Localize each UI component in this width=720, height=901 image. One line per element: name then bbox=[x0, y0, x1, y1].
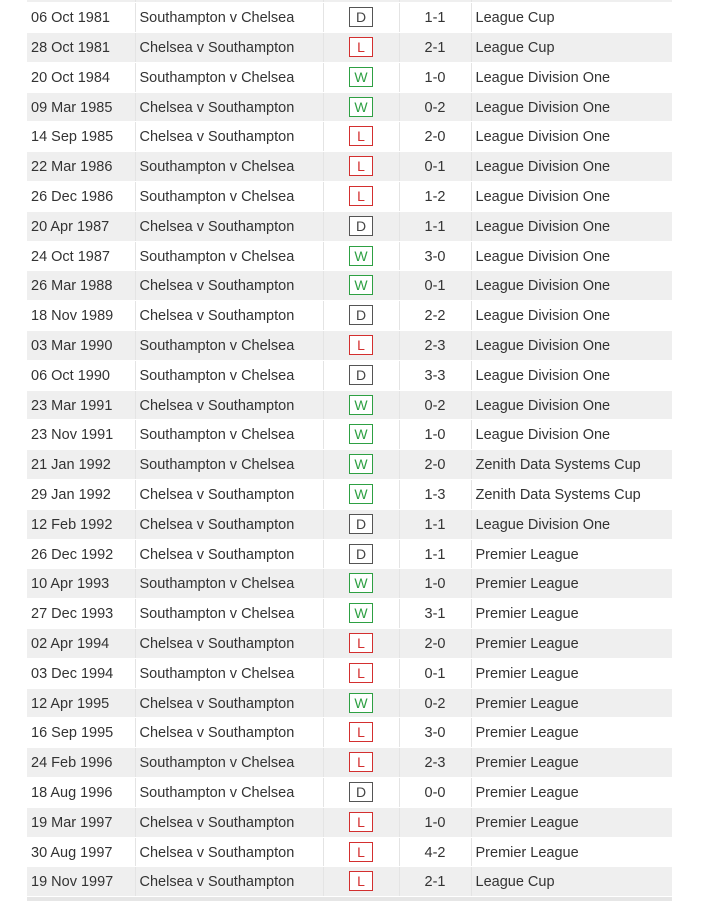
match-competition: League Cup bbox=[471, 3, 672, 33]
match-fixture: Southampton v Chelsea bbox=[135, 62, 323, 92]
table-row bbox=[27, 3, 672, 33]
match-score: 4-2 bbox=[399, 837, 471, 867]
match-result-cell bbox=[323, 539, 399, 569]
match-date: 12 Apr 1995 bbox=[27, 688, 135, 718]
match-date: 23 Nov 1991 bbox=[27, 420, 135, 450]
match-competition: Premier League bbox=[471, 688, 672, 718]
match-competition: Premier League bbox=[471, 629, 672, 659]
match-competition: League Division One bbox=[471, 271, 672, 301]
match-date: 02 Apr 1994 bbox=[27, 629, 135, 659]
match-fixture: Chelsea v Southampton bbox=[135, 867, 323, 897]
match-fixture: Southampton v Chelsea bbox=[135, 420, 323, 450]
match-competition: League Division One bbox=[471, 122, 672, 152]
match-fixture: Southampton v Chelsea bbox=[135, 331, 323, 361]
match-fixture: Chelsea v Southampton bbox=[135, 718, 323, 748]
match-date: 21 Jan 1992 bbox=[27, 450, 135, 480]
match-competition: League Division One bbox=[471, 241, 672, 271]
table-row bbox=[27, 539, 672, 569]
table-row bbox=[27, 241, 672, 271]
match-result-cell bbox=[323, 748, 399, 778]
match-score: 1-0 bbox=[399, 569, 471, 599]
match-date: 24 Oct 1987 bbox=[27, 241, 135, 271]
match-date: 16 Sep 1995 bbox=[27, 718, 135, 748]
match-date: 18 Aug 1996 bbox=[27, 778, 135, 808]
table-row bbox=[27, 390, 672, 420]
match-date: 18 Nov 1989 bbox=[27, 301, 135, 331]
match-score: 1-3 bbox=[399, 480, 471, 510]
result-badge: W bbox=[349, 454, 373, 474]
match-date: 06 Oct 1981 bbox=[27, 3, 135, 33]
table-row bbox=[27, 599, 672, 629]
match-competition: League Division One bbox=[471, 301, 672, 331]
table-row bbox=[27, 837, 672, 867]
match-fixture: Chelsea v Southampton bbox=[135, 480, 323, 510]
match-date: 20 Apr 1987 bbox=[27, 211, 135, 241]
match-fixture: Chelsea v Southampton bbox=[135, 688, 323, 718]
match-result-cell bbox=[323, 390, 399, 420]
result-badge: W bbox=[349, 246, 373, 266]
result-badge: W bbox=[349, 484, 373, 504]
result-badge: D bbox=[349, 365, 373, 385]
result-badge: L bbox=[349, 663, 373, 683]
table-bottom-border bbox=[27, 897, 672, 901]
result-badge: W bbox=[349, 424, 373, 444]
match-result-cell bbox=[323, 569, 399, 599]
result-badge: L bbox=[349, 126, 373, 146]
match-fixture: Southampton v Chelsea bbox=[135, 599, 323, 629]
match-result-cell bbox=[323, 867, 399, 897]
table-row bbox=[27, 331, 672, 361]
match-result-cell bbox=[323, 182, 399, 212]
match-score: 2-0 bbox=[399, 629, 471, 659]
match-score: 2-3 bbox=[399, 331, 471, 361]
result-badge: D bbox=[349, 514, 373, 534]
match-date: 19 Mar 1997 bbox=[27, 807, 135, 837]
match-score: 1-2 bbox=[399, 182, 471, 212]
match-fixture: Southampton v Chelsea bbox=[135, 241, 323, 271]
match-result-cell bbox=[323, 152, 399, 182]
table-row bbox=[27, 62, 672, 92]
match-competition: Zenith Data Systems Cup bbox=[471, 450, 672, 480]
match-competition: Zenith Data Systems Cup bbox=[471, 480, 672, 510]
match-competition: League Division One bbox=[471, 211, 672, 241]
table-row bbox=[27, 33, 672, 63]
table-row bbox=[27, 480, 672, 510]
match-fixture: Southampton v Chelsea bbox=[135, 658, 323, 688]
match-score: 1-1 bbox=[399, 3, 471, 33]
table-row bbox=[27, 152, 672, 182]
match-competition: Premier League bbox=[471, 748, 672, 778]
match-competition: League Division One bbox=[471, 62, 672, 92]
result-badge: L bbox=[349, 156, 373, 176]
match-fixture: Southampton v Chelsea bbox=[135, 360, 323, 390]
results-table-body bbox=[27, 0, 672, 897]
table-row bbox=[27, 450, 672, 480]
match-score: 2-0 bbox=[399, 122, 471, 152]
match-fixture: Chelsea v Southampton bbox=[135, 807, 323, 837]
match-score: 2-3 bbox=[399, 748, 471, 778]
match-result-cell bbox=[323, 450, 399, 480]
table-row bbox=[27, 271, 672, 301]
result-badge: W bbox=[349, 97, 373, 117]
match-competition: League Division One bbox=[471, 420, 672, 450]
match-competition: Premier League bbox=[471, 837, 672, 867]
match-score: 1-1 bbox=[399, 211, 471, 241]
table-row bbox=[27, 360, 672, 390]
match-result-cell bbox=[323, 241, 399, 271]
table-row bbox=[27, 509, 672, 539]
match-result-cell bbox=[323, 509, 399, 539]
match-score: 0-1 bbox=[399, 658, 471, 688]
table-row bbox=[27, 182, 672, 212]
match-score: 3-0 bbox=[399, 718, 471, 748]
match-date: 12 Feb 1992 bbox=[27, 509, 135, 539]
match-result-cell bbox=[323, 92, 399, 122]
match-fixture: Chelsea v Southampton bbox=[135, 271, 323, 301]
match-score: 0-2 bbox=[399, 92, 471, 122]
match-date: 27 Dec 1993 bbox=[27, 599, 135, 629]
match-score: 2-2 bbox=[399, 301, 471, 331]
result-badge: W bbox=[349, 395, 373, 415]
match-score: 3-3 bbox=[399, 360, 471, 390]
match-date: 30 Aug 1997 bbox=[27, 837, 135, 867]
match-fixture: Chelsea v Southampton bbox=[135, 92, 323, 122]
match-result-cell bbox=[323, 301, 399, 331]
match-competition: League Cup bbox=[471, 867, 672, 897]
match-fixture: Chelsea v Southampton bbox=[135, 211, 323, 241]
result-badge: W bbox=[349, 693, 373, 713]
match-fixture: Southampton v Chelsea bbox=[135, 182, 323, 212]
match-competition: Premier League bbox=[471, 807, 672, 837]
match-date: 19 Nov 1997 bbox=[27, 867, 135, 897]
match-fixture: Southampton v Chelsea bbox=[135, 450, 323, 480]
table-row bbox=[27, 658, 672, 688]
table-row bbox=[27, 778, 672, 808]
table-row bbox=[27, 211, 672, 241]
match-date: 20 Oct 1984 bbox=[27, 62, 135, 92]
table-row bbox=[27, 718, 672, 748]
result-badge: D bbox=[349, 216, 373, 236]
match-competition: League Division One bbox=[471, 360, 672, 390]
match-score: 1-0 bbox=[399, 807, 471, 837]
result-badge: L bbox=[349, 37, 373, 57]
match-result-cell bbox=[323, 807, 399, 837]
match-result-cell bbox=[323, 480, 399, 510]
match-result-cell bbox=[323, 658, 399, 688]
table-row bbox=[27, 807, 672, 837]
match-competition: Premier League bbox=[471, 569, 672, 599]
match-score: 2-1 bbox=[399, 867, 471, 897]
match-score: 1-0 bbox=[399, 62, 471, 92]
match-fixture: Chelsea v Southampton bbox=[135, 390, 323, 420]
match-score: 0-2 bbox=[399, 390, 471, 420]
match-fixture: Chelsea v Southampton bbox=[135, 509, 323, 539]
match-date: 23 Mar 1991 bbox=[27, 390, 135, 420]
table-row bbox=[27, 420, 672, 450]
table-row bbox=[27, 122, 672, 152]
match-fixture: Southampton v Chelsea bbox=[135, 569, 323, 599]
match-score: 1-1 bbox=[399, 509, 471, 539]
match-result-cell bbox=[323, 360, 399, 390]
match-fixture: Chelsea v Southampton bbox=[135, 837, 323, 867]
match-fixture: Chelsea v Southampton bbox=[135, 33, 323, 63]
match-date: 14 Sep 1985 bbox=[27, 122, 135, 152]
result-badge: L bbox=[349, 633, 373, 653]
match-score: 3-1 bbox=[399, 599, 471, 629]
match-result-cell bbox=[323, 837, 399, 867]
match-result-cell bbox=[323, 33, 399, 63]
match-date: 26 Dec 1992 bbox=[27, 539, 135, 569]
result-badge: D bbox=[349, 544, 373, 564]
match-result-cell bbox=[323, 271, 399, 301]
match-competition: League Division One bbox=[471, 152, 672, 182]
head-to-head-results-table bbox=[27, 0, 672, 897]
match-fixture: Chelsea v Southampton bbox=[135, 539, 323, 569]
match-score: 0-1 bbox=[399, 271, 471, 301]
match-competition: League Division One bbox=[471, 390, 672, 420]
match-date: 09 Mar 1985 bbox=[27, 92, 135, 122]
match-competition: Premier League bbox=[471, 718, 672, 748]
match-score: 0-0 bbox=[399, 778, 471, 808]
match-result-cell bbox=[323, 599, 399, 629]
result-badge: L bbox=[349, 335, 373, 355]
match-score: 1-1 bbox=[399, 539, 471, 569]
match-competition: League Division One bbox=[471, 331, 672, 361]
result-badge: D bbox=[349, 782, 373, 802]
match-fixture: Chelsea v Southampton bbox=[135, 629, 323, 659]
table-row bbox=[27, 92, 672, 122]
match-result-cell bbox=[323, 778, 399, 808]
result-badge: W bbox=[349, 275, 373, 295]
match-date: 26 Dec 1986 bbox=[27, 182, 135, 212]
table-row bbox=[27, 569, 672, 599]
result-badge: W bbox=[349, 603, 373, 623]
result-badge: W bbox=[349, 67, 373, 87]
result-badge: D bbox=[349, 7, 373, 27]
match-fixture: Chelsea v Southampton bbox=[135, 301, 323, 331]
match-competition: League Division One bbox=[471, 92, 672, 122]
result-badge: L bbox=[349, 752, 373, 772]
match-competition: League Division One bbox=[471, 509, 672, 539]
match-result-cell bbox=[323, 420, 399, 450]
match-date: 24 Feb 1996 bbox=[27, 748, 135, 778]
match-result-cell bbox=[323, 211, 399, 241]
match-fixture: Southampton v Chelsea bbox=[135, 748, 323, 778]
result-badge: D bbox=[349, 305, 373, 325]
match-fixture: Southampton v Chelsea bbox=[135, 3, 323, 33]
match-score: 2-0 bbox=[399, 450, 471, 480]
match-result-cell bbox=[323, 3, 399, 33]
table-row bbox=[27, 301, 672, 331]
match-score: 2-1 bbox=[399, 33, 471, 63]
match-score: 1-0 bbox=[399, 420, 471, 450]
result-badge: L bbox=[349, 722, 373, 742]
result-badge: L bbox=[349, 871, 373, 891]
match-result-cell bbox=[323, 688, 399, 718]
match-result-cell bbox=[323, 122, 399, 152]
match-date: 22 Mar 1986 bbox=[27, 152, 135, 182]
match-fixture: Southampton v Chelsea bbox=[135, 778, 323, 808]
match-score: 3-0 bbox=[399, 241, 471, 271]
match-competition: Premier League bbox=[471, 658, 672, 688]
match-date: 06 Oct 1990 bbox=[27, 360, 135, 390]
match-result-cell bbox=[323, 331, 399, 361]
match-result-cell bbox=[323, 62, 399, 92]
match-score: 0-1 bbox=[399, 152, 471, 182]
table-row bbox=[27, 688, 672, 718]
match-fixture: Chelsea v Southampton bbox=[135, 122, 323, 152]
table-row bbox=[27, 629, 672, 659]
result-badge: L bbox=[349, 812, 373, 832]
result-badge: W bbox=[349, 573, 373, 593]
match-date: 03 Mar 1990 bbox=[27, 331, 135, 361]
result-badge: L bbox=[349, 842, 373, 862]
match-competition: League Division One bbox=[471, 182, 672, 212]
result-badge: L bbox=[349, 186, 373, 206]
match-competition: Premier League bbox=[471, 599, 672, 629]
match-result-cell bbox=[323, 629, 399, 659]
match-fixture: Southampton v Chelsea bbox=[135, 152, 323, 182]
match-date: 03 Dec 1994 bbox=[27, 658, 135, 688]
match-date: 28 Oct 1981 bbox=[27, 33, 135, 63]
match-result-cell bbox=[323, 718, 399, 748]
match-competition: League Cup bbox=[471, 33, 672, 63]
match-competition: Premier League bbox=[471, 778, 672, 808]
table-row bbox=[27, 748, 672, 778]
table-row bbox=[27, 867, 672, 897]
results-table-container bbox=[27, 0, 672, 897]
match-date: 10 Apr 1993 bbox=[27, 569, 135, 599]
match-competition: Premier League bbox=[471, 539, 672, 569]
match-score: 0-2 bbox=[399, 688, 471, 718]
match-date: 26 Mar 1988 bbox=[27, 271, 135, 301]
match-date: 29 Jan 1992 bbox=[27, 480, 135, 510]
